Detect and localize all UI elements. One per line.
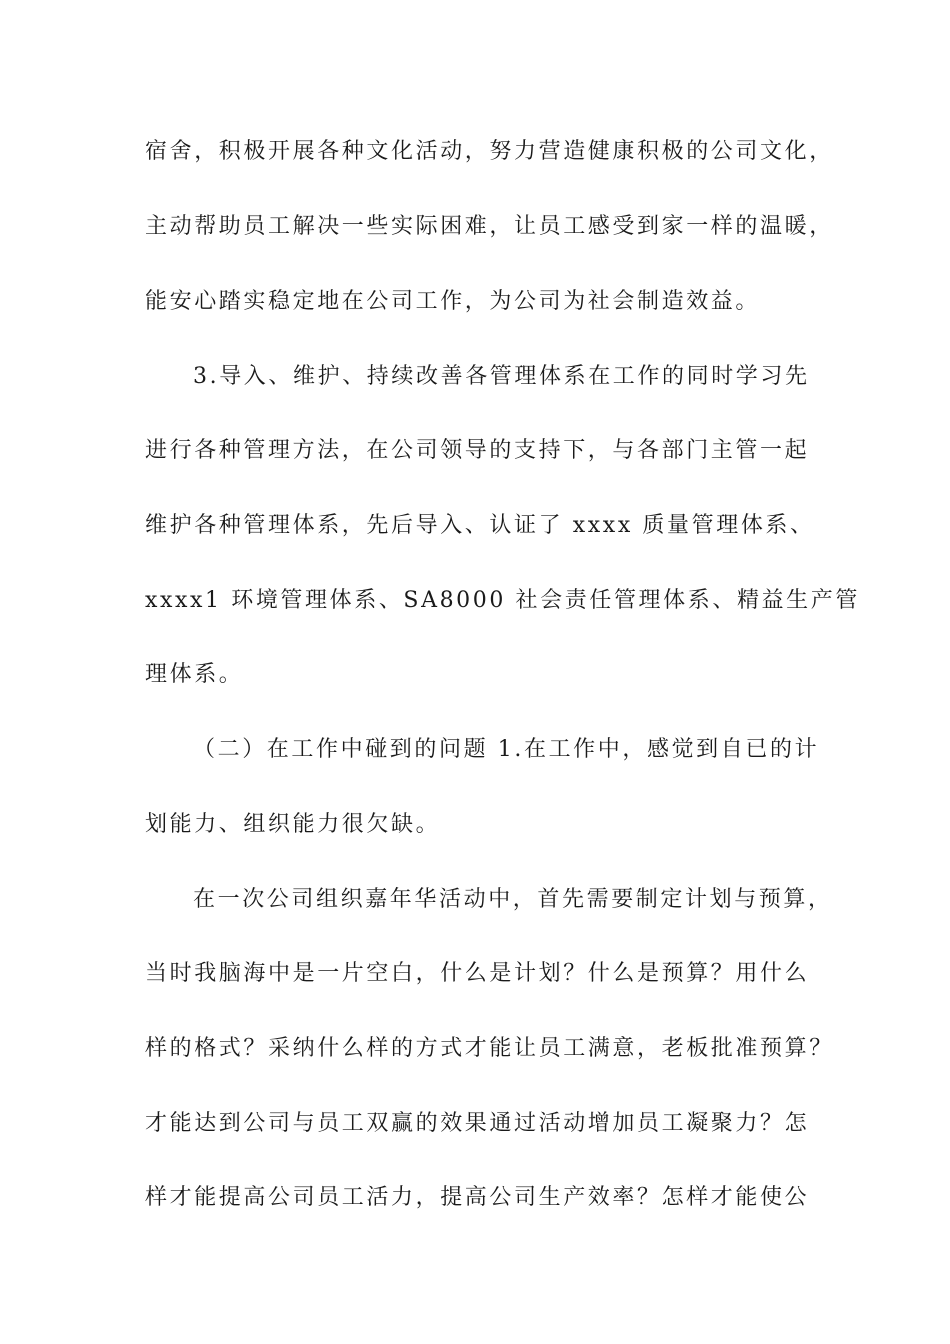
text-line-15: 样才能提高公司员工活力，提高公司生产效率？怎样才能使公 <box>145 1185 810 1210</box>
text-line-4: 3.导入、维护、持续改善各管理体系在工作的同时学习先 <box>193 364 810 389</box>
text-line-13: 样的格式？采纳什么样的方式才能让员工满意，老板批准预算？ <box>145 1036 834 1061</box>
text-line-1: 宿舍，积极开展各种文化活动，努力营造健康积极的公司文化， <box>145 139 834 164</box>
text-line-7: xxxx1 环境管理体系、SA8000 社会责任管理体系、精益生产管 <box>145 588 860 613</box>
text-line-11: 在一次公司组织嘉年华活动中，首先需要制定计划与预算， <box>193 887 833 912</box>
text-line-8: 理体系。 <box>145 662 244 687</box>
text-line-14: 才能达到公司与员工双赢的效果通过活动增加员工凝聚力？怎 <box>145 1111 810 1136</box>
text-line-5: 进行各种管理方法，在公司领导的支持下，与各部门主管一起 <box>145 438 810 463</box>
text-line-9: （二）在工作中碰到的问题 1.在工作中，感觉到自已的计 <box>193 737 820 762</box>
text-line-3: 能安心踏实稳定地在公司工作，为公司为社会制造效益。 <box>145 289 761 314</box>
text-line-2: 主动帮助员工解决一些实际困难，让员工感受到家一样的温暖， <box>145 214 834 239</box>
text-line-12: 当时我脑海中是一片空白，什么是计划？什么是预算？用什么 <box>145 961 810 986</box>
text-line-10: 划能力、组织能力很欠缺。 <box>145 812 441 837</box>
text-line-6: 维护各种管理体系，先后导入、认证了 xxxx 质量管理体系、 <box>145 513 815 538</box>
